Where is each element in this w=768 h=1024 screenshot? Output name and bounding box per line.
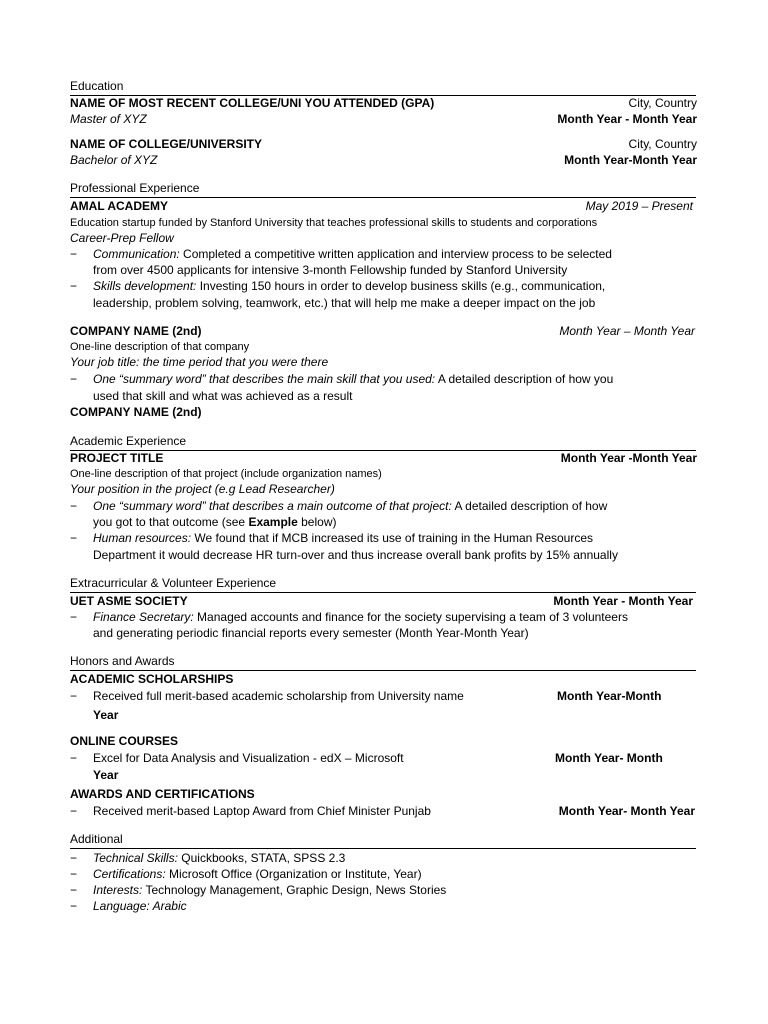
additional-label: Technical Skills: <box>93 851 178 865</box>
bullet-marker: − <box>70 531 78 545</box>
bullet-text <box>93 531 593 546</box>
bullet-body: you got to that outcome (see <box>93 515 249 529</box>
bullet-marker: − <box>70 279 78 293</box>
honor-date-cont: Year <box>93 768 119 782</box>
bullet-body: We found that if MCB increased its use of training in the Human Resources <box>191 531 594 545</box>
section-heading-extracurricular: Extracurricular & Volunteer Experience <box>70 576 277 590</box>
job-title: Career-Prep Fellow <box>70 231 174 245</box>
bullet-text <box>93 610 628 625</box>
bullet-label: Communication: <box>93 247 180 261</box>
bullet-marker: − <box>70 804 78 818</box>
company-description: Education startup funded by Stanford University that teaches professional skills to students and corporations <box>70 217 598 229</box>
section-divider <box>70 592 696 593</box>
job-dates: Month Year – Month Year <box>559 324 695 338</box>
bullet-marker: − <box>70 610 78 624</box>
bullet-label: One “summary word” that describes a main outcome of that project: <box>93 499 452 513</box>
bullet-text-cont <box>93 515 336 530</box>
bullet-text-cont: Department it would decrease HR turn-over and thus increase overall bank profits by 15% annually <box>93 548 618 562</box>
additional-label: Interests: <box>93 883 143 897</box>
honor-date: Month Year-Month <box>557 689 662 703</box>
bullet-text <box>93 279 605 294</box>
school-name: NAME OF COLLEGE/UNIVERSITY <box>70 137 263 151</box>
bullet-label: Human resources: <box>93 531 192 545</box>
org-dates: Month Year - Month Year <box>553 594 693 608</box>
degree: Master of XYZ <box>70 112 147 126</box>
org-name: UET ASME SOCIETY <box>70 594 188 608</box>
additional-value: Technology Management, Graphic Design, News Stories <box>142 883 447 897</box>
bullet-marker: − <box>70 247 78 261</box>
bullet-marker: − <box>70 751 78 765</box>
honor-category: ACADEMIC SCHOLARSHIPS <box>70 672 234 686</box>
project-position: Your position in the project (e.g Lead Researcher) <box>70 482 335 496</box>
honor-item: Received merit-based Laptop Award from Chief Minister Punjab <box>93 804 431 818</box>
bullet-marker: − <box>70 899 78 913</box>
honor-item: Excel for Data Analysis and Visualization - edX – Microsoft <box>93 751 404 765</box>
additional-item <box>93 883 446 898</box>
additional-item <box>93 867 422 882</box>
additional-label: Language: Arabic <box>93 899 187 913</box>
bullet-body: A detailed description of how you <box>435 372 614 386</box>
project-title: PROJECT TITLE <box>70 451 164 465</box>
section-heading-additional: Additional <box>70 832 123 846</box>
bullet-marker: − <box>70 883 78 897</box>
bullet-marker: − <box>70 372 78 386</box>
bullet-marker: − <box>70 689 78 703</box>
bullet-emphasis: Example <box>248 515 298 529</box>
bullet-body: Completed a competitive written application and interview process to be selected <box>179 247 612 261</box>
degree-dates: Month Year-Month Year <box>564 153 697 167</box>
bullet-text <box>93 372 613 387</box>
degree-dates: Month Year - Month Year <box>557 112 697 126</box>
bullet-label: Skills development: <box>93 279 197 293</box>
company-description: One-line description of that company <box>70 341 250 353</box>
job-dates: May 2019 – Present <box>585 199 693 213</box>
company-name: COMPANY NAME (2nd) <box>70 405 202 419</box>
additional-item <box>93 851 345 866</box>
company-name: COMPANY NAME (2nd) <box>70 324 202 338</box>
bullet-label: One “summary word” that describes the main skill that you used: <box>93 372 436 386</box>
bullet-marker: − <box>70 867 78 881</box>
bullet-body: A detailed description of how <box>451 499 608 513</box>
school-location: City, Country <box>628 137 697 151</box>
bullet-text <box>93 247 612 262</box>
additional-label: Certifications: <box>93 867 166 881</box>
honor-item: Received full merit-based academic scholarship from University name <box>93 689 464 703</box>
bullet-body: below) <box>297 515 337 529</box>
bullet-marker: − <box>70 499 78 513</box>
project-description: One-line description of that project (include organization names) <box>70 468 382 480</box>
bullet-text-cont: and generating periodic financial reports every semester (Month Year-Month Year) <box>93 626 529 640</box>
honor-category: AWARDS AND CERTIFICATIONS <box>70 787 255 801</box>
bullet-label: Finance Secretary: <box>93 610 194 624</box>
honor-category: ONLINE COURSES <box>70 734 179 748</box>
honor-date: Month Year- Month Year <box>558 804 695 818</box>
bullet-body: Managed accounts and finance for the society supervising a team of 3 volunteers <box>193 610 628 624</box>
bullet-text <box>93 499 607 514</box>
bullet-text-cont: used that skill and what was achieved as a result <box>93 389 353 403</box>
honor-date: Month Year- Month <box>555 751 663 765</box>
bullet-text-cont: from over 4500 applicants for intensive 3-month Fellowship funded by Stanford University <box>93 263 568 277</box>
section-heading-academic: Academic Experience <box>70 434 187 448</box>
section-divider <box>70 848 696 849</box>
section-divider <box>70 197 696 198</box>
additional-value: Quickbooks, STATA, SPSS 2.3 <box>177 851 346 865</box>
section-heading-professional: Professional Experience <box>70 181 200 195</box>
honor-date-cont: Year <box>93 708 119 722</box>
section-heading-honors: Honors and Awards <box>70 654 175 668</box>
additional-item <box>93 899 187 914</box>
bullet-text-cont: leadership, problem solving, teamwork, etc.) that will help me make a deeper impact on the job <box>93 296 596 310</box>
job-title: Your job title: the time period that you were there <box>70 355 329 369</box>
project-dates: Month Year -Month Year <box>560 451 697 465</box>
company-name: AMAL ACADEMY <box>70 199 168 213</box>
school-location: City, Country <box>628 96 697 110</box>
school-name: NAME OF MOST RECENT COLLEGE/UNI YOU ATTENDED (GPA) <box>70 96 435 110</box>
degree: Bachelor of XYZ <box>70 153 158 167</box>
additional-value: Microsoft Office (Organization or Institute, Year) <box>165 867 422 881</box>
section-heading-education: Education <box>70 79 124 93</box>
section-divider <box>70 670 696 671</box>
bullet-body: Investing 150 hours in order to develop business skills (e.g., communication, <box>196 279 606 293</box>
bullet-marker: − <box>70 851 78 865</box>
